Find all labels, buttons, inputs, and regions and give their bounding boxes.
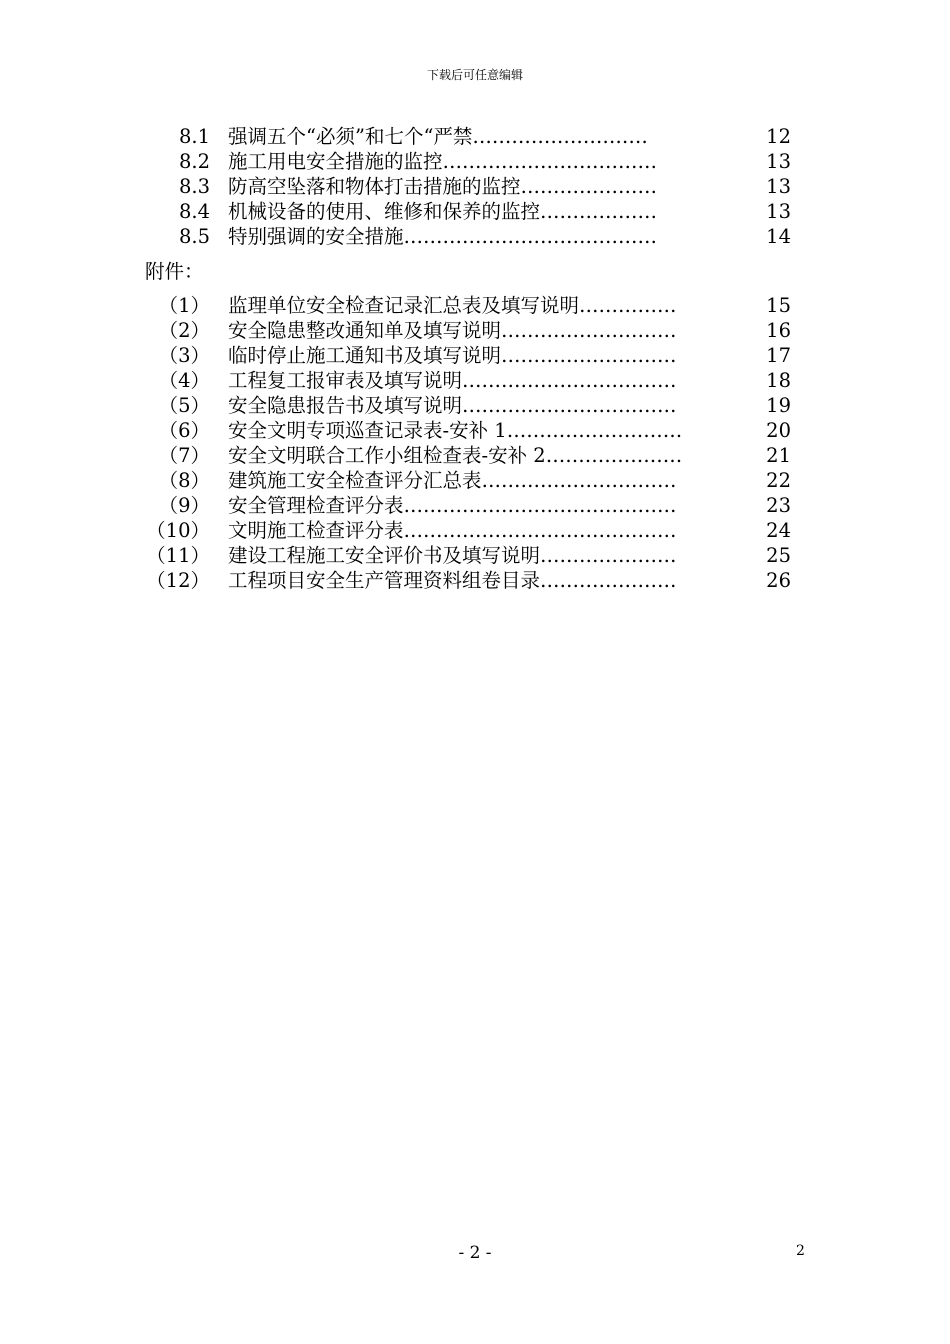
toc-page: 15 (766, 294, 791, 317)
toc-title: 工程复工报审表及填写说明…………………………… (228, 369, 677, 392)
toc-number: （5） (158, 394, 210, 417)
toc-page: 12 (766, 125, 791, 148)
toc-page: 14 (766, 225, 791, 248)
toc-title: 建设工程施工安全评价书及填写说明………………… (228, 544, 677, 567)
toc-title: 安全隐患报告书及填写说明…………………………… (228, 394, 677, 417)
toc-page: 25 (766, 544, 791, 567)
toc-number: （2） (158, 319, 210, 342)
toc-title: 工程项目安全生产管理资料组卷目录………………… (228, 569, 677, 592)
toc-number: 8.4 (178, 200, 210, 223)
toc-row-8-2[interactable] (0, 149, 950, 174)
toc-row-attachment-4[interactable] (0, 368, 950, 393)
toc-page: 17 (766, 344, 791, 367)
toc-number: （10） (146, 519, 210, 542)
toc-number: 8.5 (178, 225, 210, 248)
toc-page: 13 (766, 150, 791, 173)
toc-title: 施工用电安全措施的监控…………………………… (228, 150, 658, 173)
toc-row-attachment-9[interactable] (0, 493, 950, 518)
toc-row-attachment-7[interactable] (0, 443, 950, 468)
toc-row-8-4[interactable] (0, 199, 950, 224)
toc-title: 特别强调的安全措施………………………………… (228, 225, 658, 248)
toc-title: 安全管理检查评分表…………………………………… (228, 494, 677, 517)
toc-page: 22 (766, 469, 791, 492)
toc-number: 8.1 (178, 125, 210, 148)
toc-title: 文明施工检查评分表…………………………………… (228, 519, 677, 542)
toc-page: 23 (766, 494, 791, 517)
toc-number: （1） (158, 294, 210, 317)
toc-page: 24 (766, 519, 791, 542)
toc-row-8-3[interactable] (0, 174, 950, 199)
toc-row-attachment-6[interactable] (0, 418, 950, 443)
toc-row-attachment-1[interactable] (0, 293, 950, 318)
toc-page: 13 (766, 175, 791, 198)
toc-number: （8） (158, 469, 210, 492)
toc-page: 18 (766, 369, 791, 392)
attachments-label: 附件： (145, 260, 204, 283)
toc-number: （6） (158, 419, 210, 442)
toc-title: 安全隐患整改通知单及填写说明……………………… (228, 319, 677, 342)
toc-row-8-1[interactable] (0, 124, 950, 149)
toc-row-attachment-3[interactable] (0, 343, 950, 368)
toc-row-attachment-8[interactable] (0, 468, 950, 493)
toc-title: 机械设备的使用、维修和保养的监控……………… (228, 200, 658, 223)
corner-page-number: 2 (796, 1243, 805, 1259)
toc-number: 8.2 (178, 150, 210, 173)
toc-page: 21 (766, 444, 791, 467)
toc-number: （12） (146, 569, 210, 592)
toc-page: 26 (766, 569, 791, 592)
toc-row-attachment-2[interactable] (0, 318, 950, 343)
toc-row-attachment-5[interactable] (0, 393, 950, 418)
toc-page: 20 (766, 419, 791, 442)
toc-number: （9） (158, 494, 210, 517)
header-note: 下载后可任意编辑 (426, 68, 523, 82)
toc-title: 安全文明专项巡查记录表-安补 1……………………… (228, 419, 683, 442)
toc-number: （3） (158, 344, 210, 367)
toc-number: （4） (158, 369, 210, 392)
toc-title: 建筑施工安全检查评分汇总表………………………… (228, 469, 677, 492)
toc-number: （11） (146, 544, 210, 567)
toc-row-attachment-12[interactable] (0, 568, 950, 593)
toc-title: 强调五个“必须”和七个“严禁……………………… (228, 125, 648, 148)
toc-page: 16 (766, 319, 791, 342)
toc-page: 19 (766, 394, 791, 417)
toc-row-attachment-10[interactable] (0, 518, 950, 543)
toc-title: 临时停止施工通知书及填写说明……………………… (228, 344, 677, 367)
toc-number: 8.3 (178, 175, 210, 198)
toc-title: 安全文明联合工作小组检查表-安补 2………………… (228, 444, 683, 467)
footer-page-number: - 2 - (458, 1243, 492, 1263)
toc-row-8-5[interactable] (0, 224, 950, 249)
toc-page: 13 (766, 200, 791, 223)
toc-row-attachment-11[interactable] (0, 543, 950, 568)
toc-title: 监理单位安全检查记录汇总表及填写说明…………… (228, 294, 677, 317)
toc-title: 防高空坠落和物体打击措施的监控………………… (228, 175, 658, 198)
toc-number: （7） (158, 444, 210, 467)
